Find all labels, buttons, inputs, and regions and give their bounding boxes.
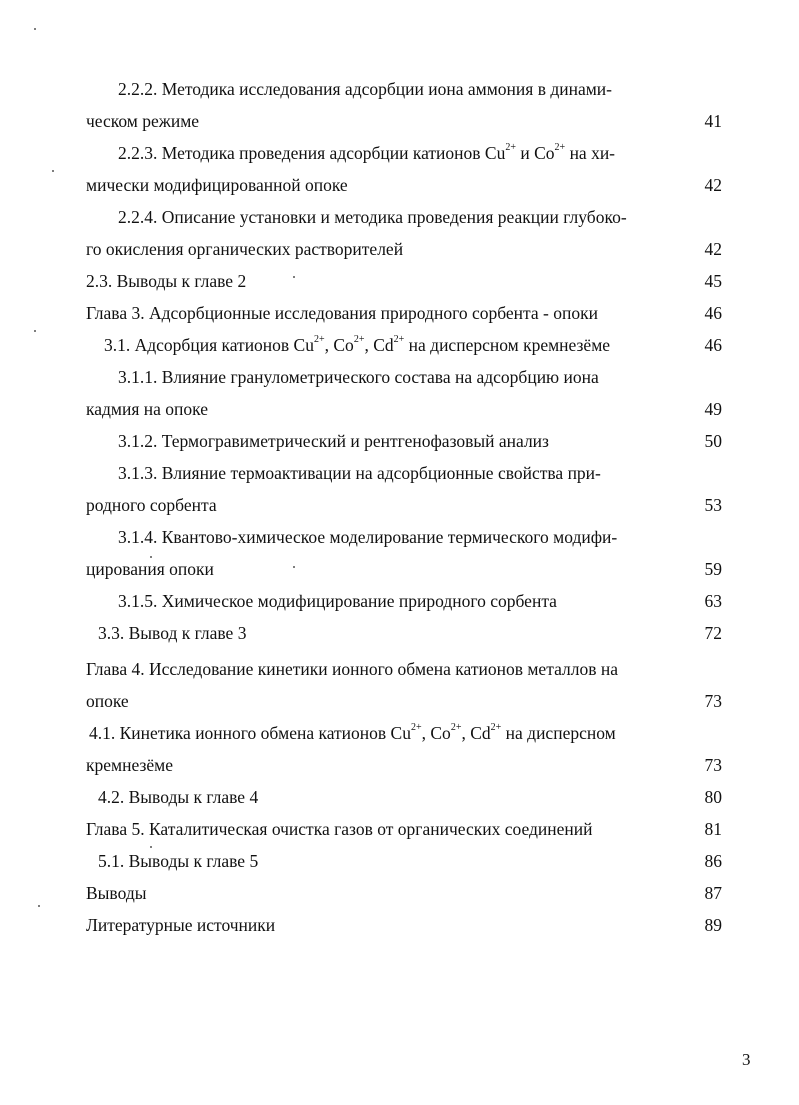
scan-speck [34, 28, 36, 30]
toc-entry-2-2-4-cont: го окисления органических растворителей [86, 239, 404, 259]
toc-page-references: 89 [704, 915, 722, 935]
toc-entry-conclusions: Выводы [86, 883, 147, 903]
toc-entry-4-1: 4.1. Кинетика ионного обмена катионов $Cu^{2+}$, $Co^{2+}$, $Cd^{2+}$ на дисперсном [89, 722, 616, 743]
toc-page-5-1: 86 [704, 851, 722, 871]
toc-entry-3-1-4: 3.1.4. Квантово-химическое моделирование термического модифи- [118, 527, 618, 547]
toc-entry-chapter-3: Глава 3. Адсорбционные исследования природного сорбента - опоки [86, 303, 598, 323]
toc-entry-5-1: 5.1. Выводы к главе 5 [98, 851, 259, 871]
scan-speck [293, 276, 295, 278]
page-number: 3 [742, 1050, 751, 1069]
toc-entry-4-1-cont: кремнезёме [86, 755, 173, 775]
toc-entry-2-2-4: 2.2.4. Описание установки и методика проведения реакции глубоко- [118, 207, 627, 227]
toc-entry-3-1-4-cont: цирования опоки [86, 559, 214, 579]
toc-page-conclusions: 87 [704, 883, 722, 903]
toc-entry-3-1-3-cont: родного сорбента [86, 495, 217, 515]
toc-page-chapter-3: 46 [704, 303, 722, 323]
toc-page-3-1-4: 59 [704, 559, 722, 579]
toc-page-2-2-4: 42 [704, 239, 722, 259]
toc-page-chapter-4: 73 [704, 691, 722, 711]
toc-entry-4-2: 4.2. Выводы к главе 4 [98, 787, 259, 807]
toc-page-2-2-3: 42 [704, 175, 722, 195]
toc-entry-2-3: 2.3. Выводы к главе 2 [86, 271, 247, 291]
toc-entry-2-2-2: 2.2.2. Методика исследования адсорбции иона аммония в динами- [118, 79, 612, 99]
toc-entry-chapter-4: Глава 4. Исследование кинетики ионного обмена катионов металлов на [86, 659, 618, 679]
toc-entry-3-1-3: 3.1.3. Влияние термоактивации на адсорбционные свойства при- [118, 463, 601, 483]
scan-speck [52, 170, 54, 172]
toc-entry-2-2-3-cont: мически модифицированной опоке [86, 175, 348, 195]
toc-page-3-3: 72 [704, 623, 722, 643]
toc-entry-3-3: 3.3. Вывод к главе 3 [98, 623, 247, 643]
toc-page-4-2: 80 [704, 787, 722, 807]
toc-page-2-3: 45 [704, 271, 722, 291]
scan-speck [34, 330, 36, 332]
toc-entry-3-1-1-cont: кадмия на опоке [86, 399, 208, 419]
toc-page-3-1-5: 63 [704, 591, 722, 611]
scan-speck [150, 556, 152, 558]
toc-entry-3-1-5: 3.1.5. Химическое модифицирование природного сорбента [118, 591, 557, 611]
toc-page-4-1: 73 [704, 755, 722, 775]
toc-entry-3-1-1: 3.1.1. Влияние гранулометрического состава на адсорбцию иона [118, 367, 599, 387]
scan-speck [293, 566, 295, 568]
toc-entry-chapter-4-cont: опоке [86, 691, 129, 711]
scan-speck [150, 846, 152, 848]
toc-entry-2-2-3: 2.2.3. Методика проведения адсорбции катионов $Cu^{2+}$ и $Co^{2+}$ на хи- [118, 142, 616, 163]
toc-page-2-2-2: 41 [704, 111, 722, 131]
toc-entry-3-1-2: 3.1.2. Термогравиметрический и рентгенофазовый анализ [118, 431, 549, 451]
toc-entry-2-2-2-cont: ческом режиме [86, 111, 200, 131]
toc-page-3-1: 46 [704, 335, 722, 355]
toc-entry-3-1: 3.1. Адсорбция катионов $Cu^{2+}$, $Co^{2+}$, $Cd^{2+}$ на дисперсном кремнезёме [104, 334, 611, 355]
toc-entry-references: Литературные источники [86, 915, 276, 935]
toc-entry-chapter-5: Глава 5. Каталитическая очистка газов от органических соединений [86, 819, 593, 839]
toc-page-chapter-5: 81 [704, 819, 722, 839]
toc-page-3-1-1: 49 [704, 399, 722, 419]
toc-page-3-1-3: 53 [704, 495, 722, 515]
scan-speck [38, 905, 40, 907]
toc-page-3-1-2: 50 [704, 431, 722, 451]
